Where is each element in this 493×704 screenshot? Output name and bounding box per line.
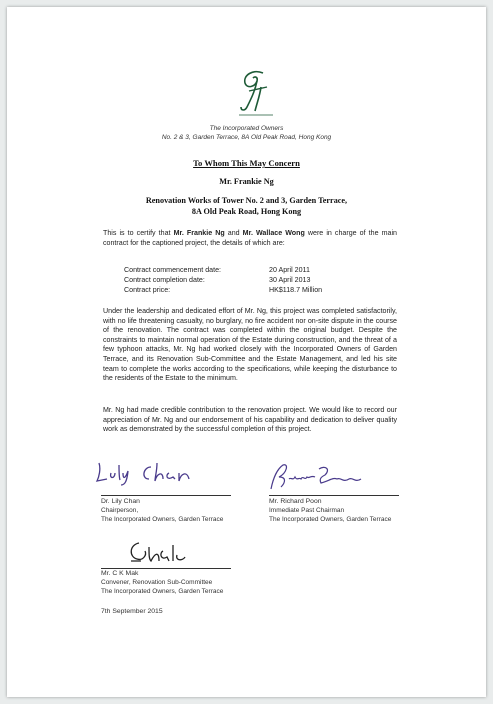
detail-label: Contract commencement date: <box>124 266 221 274</box>
intro-text-2: and <box>224 229 243 237</box>
signatory-left-title: Chairperson, <box>101 507 139 514</box>
signatory-bottom-name: Mr. C K Mak <box>101 570 139 577</box>
subject-line-2: 8A Old Peak Road, Hong Kong <box>191 207 302 216</box>
intro-text-3: were in charge of the main contract for the captioned project, the details of which are: <box>103 229 397 247</box>
signatory-left-block <box>101 497 223 524</box>
detail-value: HK$118.7 Million <box>269 286 323 294</box>
letter-date: 7th September 2015 <box>101 608 163 615</box>
signature-line-right <box>269 495 399 496</box>
letter-page <box>7 7 486 697</box>
body-paragraph-2: Mr. Ng had made credible contribution to the renovation project. We would like to record our appreciation of Mr. Ng and our endorsement of his capability and dedication to deliver quality work as demonstrated by the successful completion of this project. <box>103 406 397 434</box>
intro-name-1: Mr. Frankie Ng <box>173 229 225 237</box>
detail-value: 30 April 2013 <box>269 276 311 284</box>
intro-name-2: Mr. Wallace Wong <box>242 229 305 237</box>
signatory-bottom-title: Convener, Renovation Sub-Committee <box>101 579 213 586</box>
recipient-name: Mr. Frankie Ng <box>219 177 274 186</box>
detail-label: Contract completion date: <box>124 276 205 284</box>
signature-lily-chan <box>93 455 223 487</box>
signature-line-left <box>101 495 231 496</box>
signature-richard-poon <box>259 459 379 495</box>
gt-monogram-logo <box>233 67 279 119</box>
signatory-bottom-org: The Incorporated Owners, Garden Terrace <box>101 588 224 595</box>
detail-value: 20 April 2011 <box>269 266 310 274</box>
signatory-right-block <box>269 497 391 524</box>
signatory-right-org: The Incorporated Owners, Garden Terrace <box>269 516 392 523</box>
signature-ck-mak <box>125 537 205 569</box>
signatory-right-name: Mr. Richard Poon <box>269 498 322 505</box>
signatory-right-title: Immediate Past Chairman <box>269 507 345 514</box>
org-address: No. 2 & 3, Garden Terrace, 8A Old Peak Road, Hong Kong <box>161 134 332 141</box>
intro-text-1: This is to certify that <box>103 229 174 237</box>
intro-paragraph <box>103 229 397 248</box>
signatory-left-org: The Incorporated Owners, Garden Terrace <box>101 516 224 523</box>
signatory-left-name: Dr. Lily Chan <box>101 498 140 505</box>
subject-line-1: Renovation Works of Tower No. 2 and 3, Garden Terrace, <box>145 196 348 205</box>
body-paragraph-1: Under the leadership and dedicated effort of Mr. Ng, this project was completed satisfactorily, with no life threatening casualty, no burglary, no fire accident nor on-site dispute in the course of the renovation. The contract was completed within the original budget. Despite the constraints to maintain normal operation of the Estate during construction, and the threat of a few typhoon attacks, Mr. Ng had worked closely with the Incorporated Owners of Garden Terrace, and its Renovation Sub-Committee and the Estate Management, and led his site team to complete the works according to the specifications, while keeping the disturbance to the residents of the Estate to the minimum. <box>103 307 397 383</box>
org-name: The Incorporated Owners <box>209 125 284 132</box>
detail-label: Contract price: <box>124 286 171 294</box>
letter-heading: To Whom This May Concern <box>193 158 300 168</box>
signatory-bottom-block <box>101 569 223 596</box>
